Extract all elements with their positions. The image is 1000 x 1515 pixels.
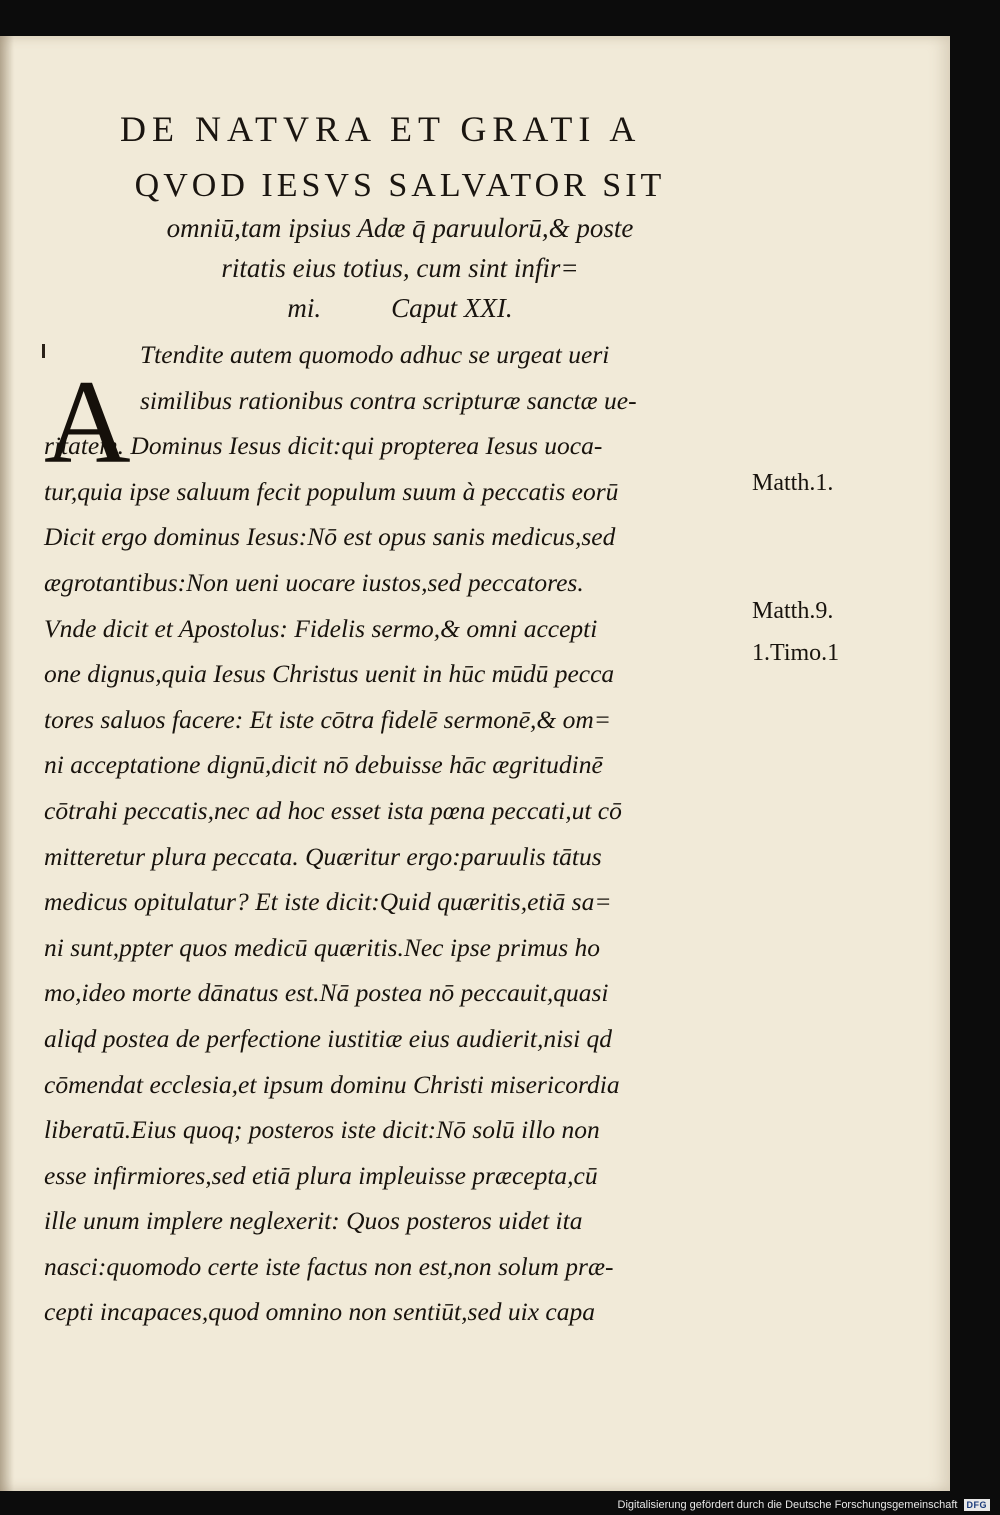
chapter-heading-line-2: omniū,tam ipsius Adæ q̄ paruulorū,& poste <box>166 213 634 243</box>
text-line: medicus opitulatur? Et iste dicit:Quid quæritis,etiā sa= <box>44 887 612 917</box>
margin-note: Matth.9. <box>752 598 834 624</box>
text-line: liberatū.Eius quoq; posteros iste dicit:Nō solū illo non <box>44 1115 600 1145</box>
body-text <box>44 332 764 1335</box>
margin-note: Matth.1. <box>752 470 834 496</box>
binding-shadow <box>0 36 14 1491</box>
text-line: ille unum implere neglexerit: Quos posteros uidet ita <box>44 1206 583 1236</box>
text-line: cepti incapaces,quod omnino non sentiūt,sed uix capa <box>44 1297 595 1327</box>
text-line: ni sunt,ppter quos medicū quæritis.Nec ipse primus ho <box>44 932 601 962</box>
text-line: Dicit ergo dominus Iesus:Nō est opus sanis medicus,sed <box>44 522 616 552</box>
book-page <box>0 36 950 1491</box>
text-line: tores saluos facere: Et iste cōtra fidelē sermonē,& om= <box>44 704 612 734</box>
chapter-heading-fragment: mi. <box>287 293 322 323</box>
chapter-heading <box>80 164 720 328</box>
text-line: tur,quia ipse saluum fecit populum suum à peccatis eorū <box>44 476 619 506</box>
chapter-heading-line-4 <box>80 288 720 328</box>
text-line: ritatem. Dominus Iesus dicit:qui propterea Iesus uoca- <box>44 431 603 461</box>
text-line: esse infirmiores,sed etiā plura impleuisse præcepta,cū <box>44 1160 598 1190</box>
text-line: aliqd postea de perfectione iustitiæ eius audierit,nisi qd <box>44 1023 613 1053</box>
text-line: Vnde dicit et Apostolus: Fidelis sermo,& omni accepti <box>44 613 598 643</box>
chapter-number: Caput XXI. <box>391 293 513 323</box>
text-line: mitteretur plura peccata. Quæritur ergo:paruulis tātus <box>44 841 602 871</box>
margin-note: 1.Timo.1 <box>752 640 840 666</box>
text-line: cōtrahi peccatis,nec ad hoc esset ista pœna peccati,ut cō <box>44 795 622 825</box>
text-line: cōmendat ecclesia,et ipsum dominu Christi misericordia <box>44 1069 620 1099</box>
text-line: ni acceptatione dignū,dicit nō debuisse hāc ægritudinē <box>44 750 603 780</box>
text-line: nasci:quomodo certe iste factus non est,non solum præ- <box>44 1251 614 1281</box>
digitization-credit <box>618 1499 990 1511</box>
drop-cap: A <box>44 355 131 488</box>
chapter-heading-caps: QVOD IESVS SALVATOR SIT <box>134 167 666 204</box>
text-line: ægrotantibus:Non ueni uocare iustos,sed peccatores. <box>44 567 584 597</box>
text-line: similibus rationibus contra scripturæ sanctæ ue- <box>140 385 637 415</box>
text-line: Ttendite autem quomodo adhuc se urgeat ueri <box>140 340 610 369</box>
dfg-logo: DFG <box>964 1499 991 1511</box>
running-head: DE NATVRA ET GRATI A <box>120 109 642 149</box>
credit-text: Digitalisierung gefördert durch die Deutsche Forschungsgemeinschaft <box>617 1499 958 1511</box>
text-line: one dignus,quia Iesus Christus uenit in hūc mūdū pecca <box>44 659 615 689</box>
text-line: mo,ideo morte dānatus est.Nā postea nō peccauit,quasi <box>44 978 609 1008</box>
chapter-heading-line-3: ritatis eius totius, cum sint infir= <box>221 253 579 283</box>
